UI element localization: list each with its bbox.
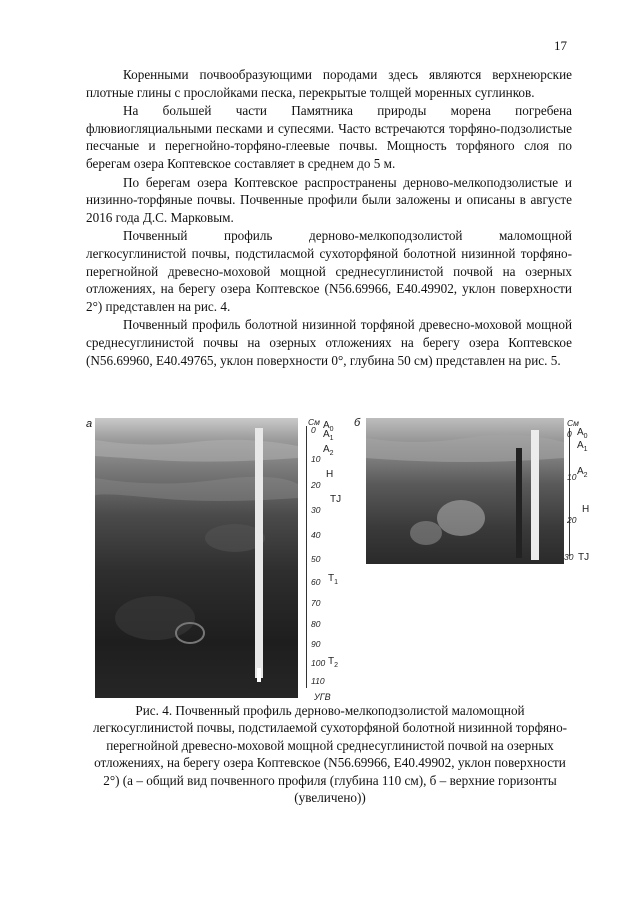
- depth-tick-label: 60: [311, 577, 321, 587]
- depth-tick-label: 0: [567, 429, 572, 439]
- horizon-label: TJ: [330, 494, 342, 505]
- panel-a-letter: а: [86, 418, 93, 430]
- horizon-label: $A_0$: [577, 427, 588, 440]
- depth-tick-label: 0: [311, 425, 316, 435]
- figure-caption: Рис. 4. Почвенный профиль дерново-мелкоподзолистой маломощной легкосуглинистой почвы, подстилаемой сухоторфяной болотной низинной торфяно-перегнойной древесно-моховой мощной среднесуглинистой почвой на озерных отложениях, на берегу озера Коптевское (N56.69966, E40.49902, уклон поверхности 2°) (а – общий вид почвенного профиля (глубина 110 см), б – верхние горизонты (увеличено)): [92, 703, 568, 806]
- depth-tick-label: 10: [567, 472, 577, 482]
- depth-axis-b: [569, 428, 570, 556]
- depth-tick-label: 90: [311, 639, 321, 649]
- depth-tick-label: 30: [564, 552, 574, 562]
- depth-axis-a: [306, 426, 307, 688]
- horizon-label: $T_1$: [328, 573, 339, 586]
- depth-unit-b: См: [567, 418, 579, 428]
- depth-tick-label: 20: [311, 480, 321, 490]
- horizon-label: TJ: [578, 552, 590, 563]
- paragraph: Коренными почвообразующими породами здесь являются верхнеюрские плотные глины с прослойками песка, перекрытые толщей моренных суглинков.: [86, 67, 572, 100]
- depth-tick-label: 40: [311, 530, 321, 540]
- horizon-label: $A_2$: [577, 466, 588, 479]
- paragraph: Почвенный профиль болотной низинной торфяной древесно-моховой мощной среднесуглинистой почвы на озерных отложениях на берегу озера Коптевское (N56.69960, E40.49765, уклон поверхности 0°, глубина 50 см) представлен на рис. 5.: [86, 317, 572, 368]
- horizon-label: H: [326, 469, 334, 480]
- figure-panel-b: [354, 417, 590, 566]
- depth-tick-label: 10: [311, 454, 321, 464]
- horizon-label: $A_2$: [323, 444, 334, 457]
- depth-tick-label: 110: [311, 676, 325, 686]
- horizon-label: $A_0$: [323, 420, 334, 433]
- water-table-label: УГВ: [314, 692, 331, 702]
- depth-tick-label: 50: [311, 554, 321, 564]
- figure-panel-a: [86, 417, 342, 702]
- depth-tick-label: 30: [311, 505, 321, 515]
- depth-unit-a: См: [308, 417, 320, 427]
- depth-tick-label: 100: [311, 658, 326, 668]
- horizon-label: $T_2$: [328, 656, 339, 669]
- depth-tick-label: 80: [311, 619, 321, 629]
- depth-tick-label: 20: [567, 515, 577, 525]
- paragraph: По берегам озера Коптевское распространены дерново-мелкоподзолистые и низинно-торфяные почвы. Почвенные профили были заложены и описаны в августе 2016 года Д.С. Марковым.: [86, 174, 572, 225]
- paragraph: Почвенный профиль дерново-мелкоподзолистой маломощной легкосуглинистой почвы, подстиласмой сухоторфяной болотной низинной торфяно-перегнойной древесно-моховой мощной среднесуглинистой почвой на озерных отложениях, на берегу озера Коптевское (N56.69966, E40.49902, уклон поверхности 2°) представлен на рис. 4.: [86, 228, 572, 314]
- horizon-label: $A_1$: [323, 429, 334, 442]
- depth-tick-label: 70: [311, 598, 321, 608]
- page-number: 17: [554, 38, 567, 53]
- panel-b-letter: б: [354, 417, 361, 429]
- soil-profile-photo-a: [95, 418, 298, 698]
- horizon-label: H: [582, 504, 590, 515]
- horizon-label: $A_1$: [577, 440, 588, 453]
- soil-profile-photo-b: [366, 418, 564, 564]
- paragraph: На большей части Памятника природы морена погребена флювиогляциальными песками и супесями. Часто встречаются торфяно-подзолистые песчаные и перегнойно-торфяно-глеевые почвы. Мощность торфяного слоя по берегам озера Коптевское составляет в среднем до 5 м.: [86, 103, 572, 171]
- body-text: [86, 66, 572, 370]
